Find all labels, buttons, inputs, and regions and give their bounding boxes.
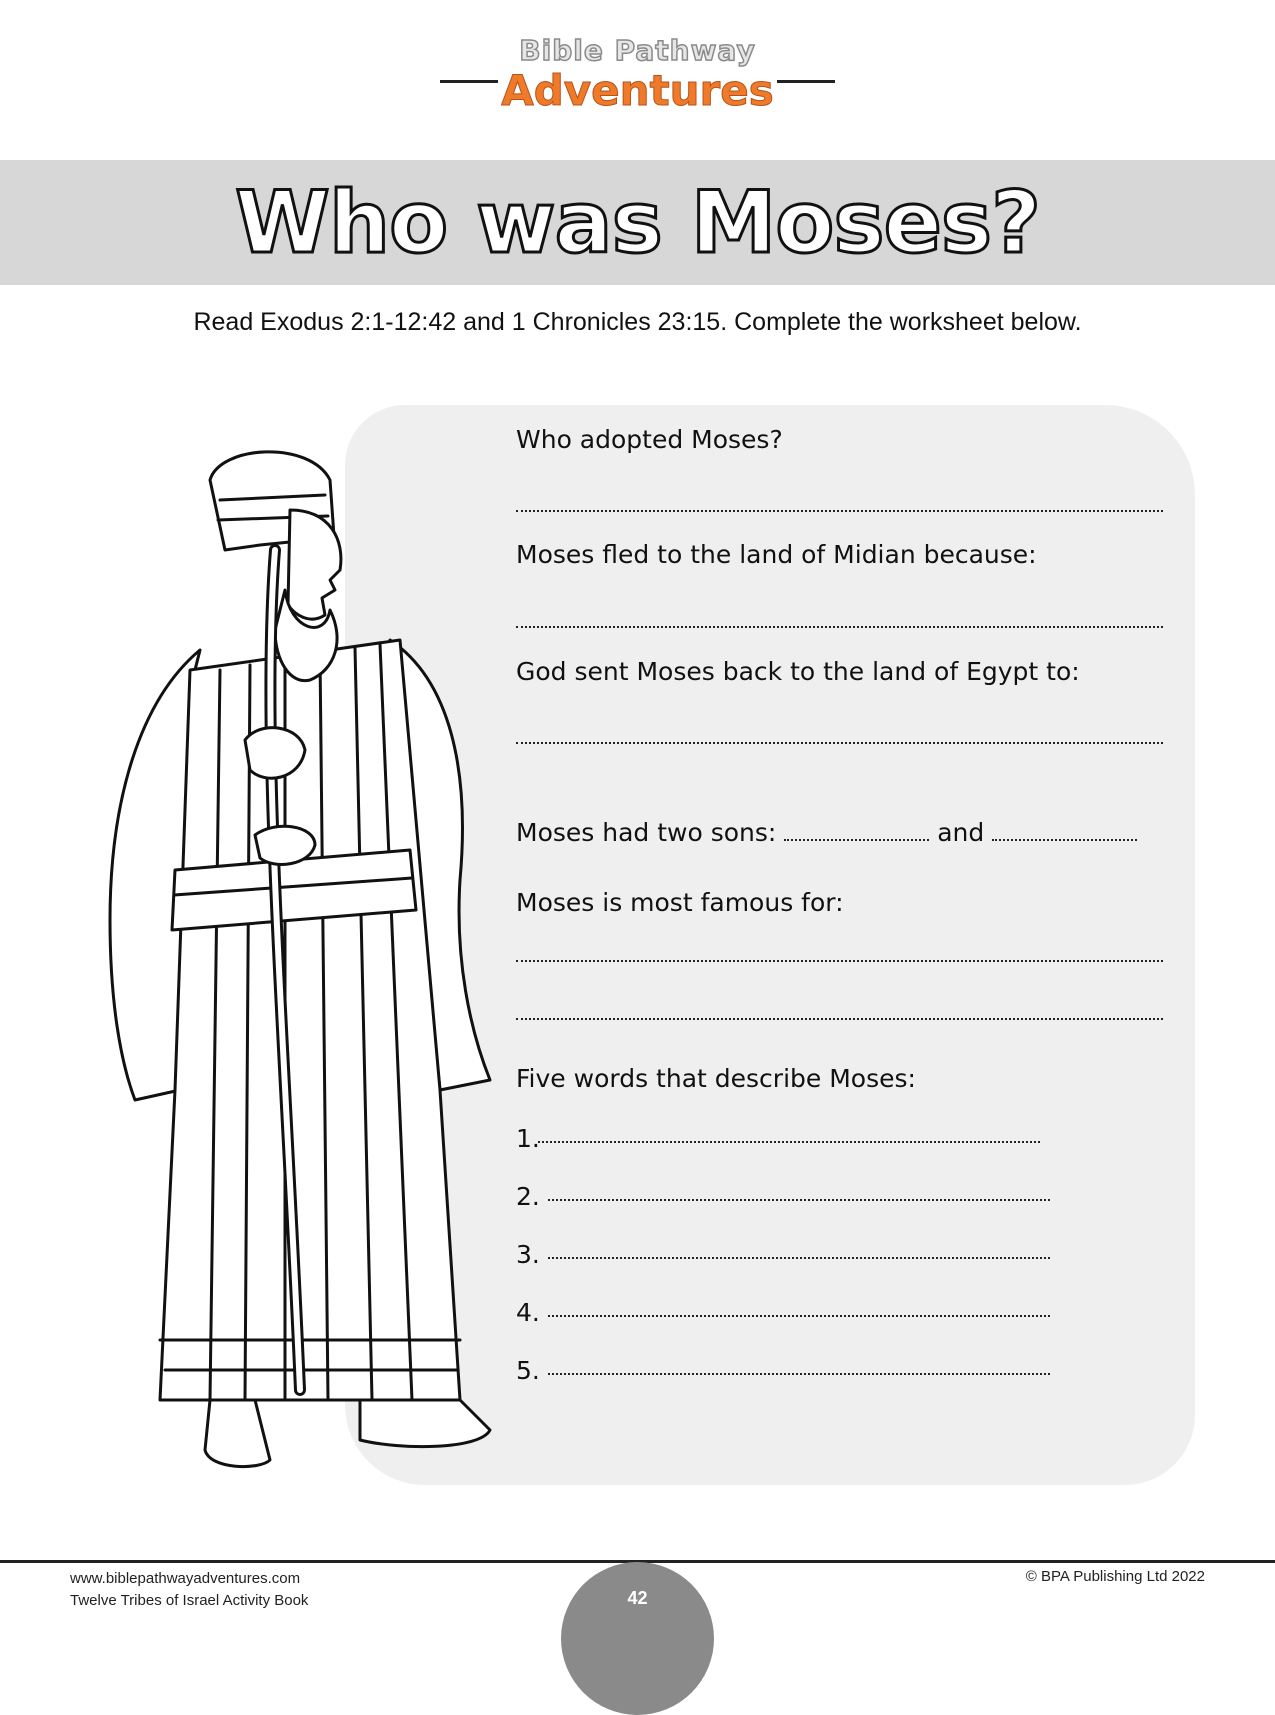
answer-line-most-famous-1[interactable] — [516, 960, 1163, 962]
footer-book-title: Twelve Tribes of Israel Activity Book — [70, 1592, 309, 1609]
answer-line-word-3[interactable] — [548, 1257, 1050, 1259]
answer-line-fled-midian[interactable] — [516, 626, 1163, 628]
question-sent-back-egypt: God sent Moses back to the land of Egypt to: — [516, 657, 1080, 686]
number-5: 5. — [516, 1356, 540, 1385]
moses-illustration — [60, 440, 530, 1500]
page-title: Who was Moses? — [235, 172, 1040, 273]
footer-website[interactable]: www.biblepathwayadventures.com — [70, 1570, 301, 1587]
logo-main-text: Adventures — [501, 66, 774, 115]
question-fled-midian: Moses fled to the land of Midian because: — [516, 540, 1037, 569]
question-five-words: Five words that describe Moses: — [516, 1064, 916, 1093]
logo-top-text: Bible Pathway — [519, 34, 756, 67]
number-1: 1. — [516, 1124, 540, 1153]
answer-line-word-2[interactable] — [548, 1199, 1050, 1201]
two-sons-label: Moses had two sons: — [516, 818, 777, 847]
answer-line-word-4[interactable] — [548, 1315, 1050, 1317]
answer-line-son-2[interactable] — [992, 839, 1137, 841]
page-number-badge — [561, 1562, 714, 1715]
footer-copyright: © BPA Publishing Ltd 2022 — [1025, 1568, 1205, 1585]
number-3: 3. — [516, 1240, 540, 1269]
footer-left — [70, 1568, 308, 1612]
question-who-adopted: Who adopted Moses? — [516, 425, 783, 454]
answer-line-sent-back-egypt[interactable] — [516, 742, 1163, 744]
number-4: 4. — [516, 1298, 540, 1327]
question-most-famous: Moses is most famous for: — [516, 888, 844, 917]
number-2: 2. — [516, 1182, 540, 1211]
answer-line-most-famous-2[interactable] — [516, 1018, 1163, 1020]
answer-line-word-1[interactable] — [538, 1141, 1040, 1143]
page-number: 42 — [627, 1588, 648, 1608]
question-two-sons — [516, 818, 1137, 847]
instructions: Read Exodus 2:1-12:42 and 1 Chronicles 23:15. Complete the worksheet below. — [193, 308, 1082, 336]
answer-line-who-adopted[interactable] — [516, 510, 1163, 512]
two-sons-and: and — [937, 818, 985, 847]
answer-line-word-5[interactable] — [548, 1373, 1050, 1375]
answer-line-son-1[interactable] — [784, 839, 929, 841]
